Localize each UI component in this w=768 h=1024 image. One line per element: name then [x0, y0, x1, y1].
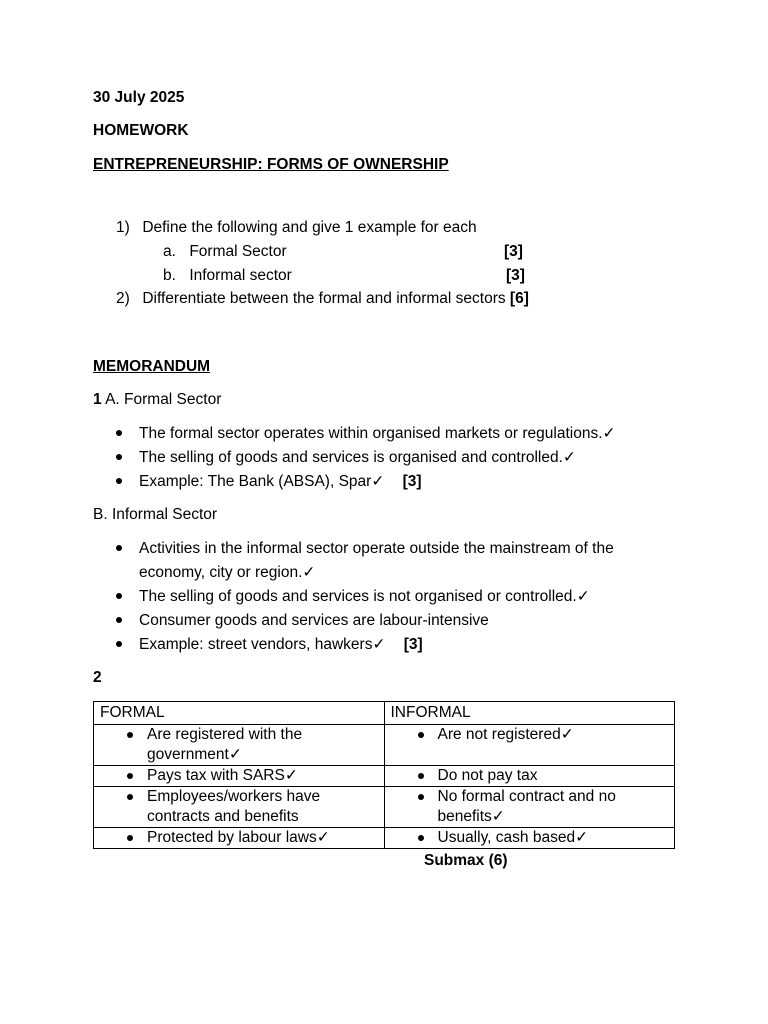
table-cell-formal: Pays tax with SARS✓ — [100, 766, 378, 786]
formal-example: Example: The Bank (ABSA), Spar✓ — [139, 473, 385, 490]
informal-point: Activities in the informal sector operate outside the mainstream of the — [139, 540, 614, 557]
memo-part-2-number: 2 — [93, 669, 102, 686]
table-row — [94, 787, 675, 828]
submax-total: Submax (6) — [424, 852, 508, 869]
question-1-number: 1) — [116, 219, 130, 236]
table-row — [94, 725, 675, 766]
table-cell-informal: Do not pay tax — [391, 766, 669, 786]
table-row — [94, 766, 675, 787]
question-1a-text: Formal Sector — [189, 243, 287, 260]
question-1a-mark: [3] — [504, 243, 523, 260]
informal-point-continued: economy, city or region.✓ — [139, 564, 316, 581]
table-cell-formal: Employees/workers have contracts and benefits — [100, 787, 378, 827]
question-2-number: 2) — [116, 290, 130, 307]
table-header-informal: INFORMAL — [384, 702, 675, 725]
document-date: 30 July 2025 — [93, 89, 185, 106]
bullet-icon — [116, 545, 124, 553]
table-cell-formal: Are registered with the government✓ — [100, 725, 378, 765]
table-cell-informal: Are not registered✓ — [391, 725, 669, 745]
table-header-formal: FORMAL — [94, 702, 385, 725]
formal-mark: [3] — [402, 473, 422, 490]
memo-part-1a-label: A. Formal Sector — [105, 391, 222, 408]
question-2 — [116, 290, 529, 308]
memorandum-title: MEMORANDUM — [93, 358, 211, 375]
memo-part-1a-heading — [93, 391, 221, 409]
question-1 — [116, 219, 477, 237]
question-2-text: Differentiate between the formal and informal sectors — [142, 290, 506, 307]
document-topic: ENTREPRENEURSHIP: FORMS OF OWNERSHIP — [93, 156, 449, 173]
question-1-text: Define the following and give 1 example for each — [142, 219, 477, 236]
memo-part-1-number: 1 — [93, 391, 102, 408]
informal-example: Example: street vendors, hawkers✓ — [139, 636, 386, 653]
table-cell-informal: No formal contract and no benefits✓ — [391, 787, 669, 827]
question-1a-letter: a. — [163, 243, 176, 260]
table-header-row — [94, 702, 675, 725]
formal-point: The formal sector operates within organised markets or regulations.✓ — [139, 425, 616, 442]
question-2-mark: [6] — [509, 290, 529, 307]
bullet-icon — [116, 617, 124, 625]
question-1b — [163, 267, 292, 285]
informal-mark: [3] — [403, 636, 423, 653]
question-1b-text: Informal sector — [189, 267, 292, 284]
formal-point — [139, 470, 422, 494]
question-1a — [163, 243, 287, 261]
table-cell-informal: Usually, cash based✓ — [391, 828, 669, 848]
informal-point: The selling of goods and services is not organised or controlled.✓ — [139, 588, 590, 605]
bullet-icon — [116, 593, 124, 601]
comparison-table — [93, 701, 675, 849]
memo-part-1b-heading: B. Informal Sector — [93, 506, 218, 523]
table-cell-formal: Protected by labour laws✓ — [100, 828, 378, 848]
informal-point: Consumer goods and services are labour-intensive — [139, 612, 489, 629]
bullet-icon — [116, 430, 124, 438]
bullet-icon — [116, 641, 124, 649]
bullet-icon — [116, 454, 124, 462]
question-1b-mark: [3] — [506, 267, 525, 284]
formal-point: The selling of goods and services is organised and controlled.✓ — [139, 449, 576, 466]
bullet-icon — [116, 478, 124, 486]
table-row — [94, 828, 675, 849]
document-type: HOMEWORK — [93, 122, 189, 139]
informal-point — [139, 633, 423, 657]
question-1b-letter: b. — [163, 267, 176, 284]
